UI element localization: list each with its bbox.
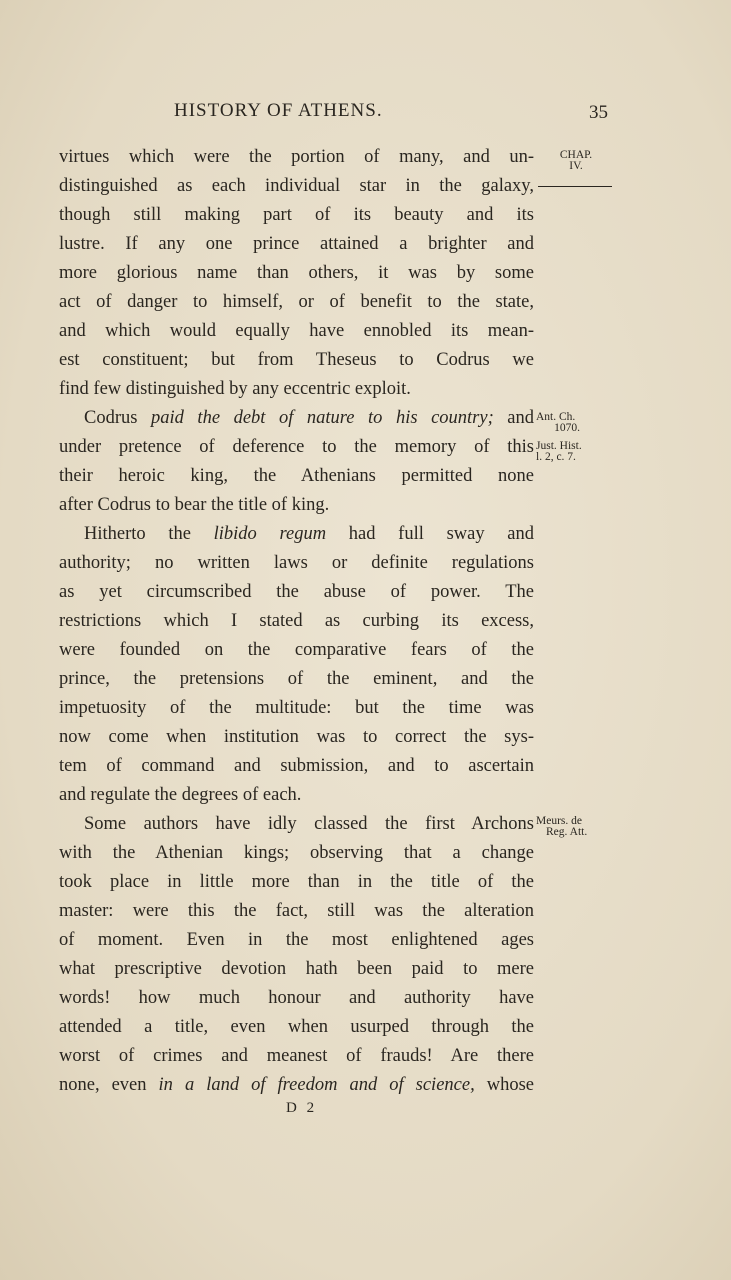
margin-note-ant-ch <box>536 412 606 434</box>
text-line: attended a title, even when usurped through the <box>59 1017 534 1037</box>
text-line: distinguished as each individual star in the galaxy, <box>59 176 534 196</box>
chapter-number: IV. <box>569 160 583 172</box>
text-line: words! how much honour and authority have <box>59 988 534 1008</box>
text-line: master: were this the fact, still was the alteration <box>59 901 534 921</box>
text-line <box>59 404 534 433</box>
page-header <box>0 100 731 130</box>
text-line: were founded on the comparative fears of the <box>59 640 534 660</box>
text-line: under pretence of deference to the memory of this <box>59 437 534 457</box>
italic-run: paid the debt of nature to his country; <box>151 408 494 428</box>
text-line: est constituent; but from Theseus to Codrus we <box>59 350 534 370</box>
signature-mark: D 2 <box>286 1100 318 1116</box>
margin-rule <box>538 186 612 187</box>
text-line: more glorious name than others, it was by some <box>59 263 534 283</box>
text-run: had full sway and <box>326 524 534 544</box>
italic-run: in a land of freedom and of science, <box>158 1075 475 1095</box>
text-line <box>59 1071 534 1100</box>
text-line: restrictions which I stated as curbing its excess, <box>59 611 534 631</box>
just-hist-ref: l. 2, c. 7. <box>536 451 576 463</box>
text-line: what prescriptive devotion hath been paid to mere <box>59 959 534 979</box>
italic-run: libido regum <box>213 524 327 544</box>
text-line: virtues which were the portion of many, and un- <box>59 147 534 167</box>
page-number: 35 <box>589 102 608 123</box>
text-line: with the Athenian kings; observing that a change <box>59 843 534 863</box>
text-line: took place in little more than in the title of the <box>59 872 534 892</box>
text-run: none, even <box>59 1075 159 1095</box>
text-run: Codrus <box>84 408 151 428</box>
text-line: lustre. If any one prince attained a brighter and <box>59 234 534 254</box>
text-line: worst of crimes and meanest of frauds! Are there <box>59 1046 534 1066</box>
text-line: of moment. Even in the most enlightened ages <box>59 930 534 950</box>
text-line <box>59 520 534 549</box>
text-line: as yet circumscribed the abuse of power. The <box>59 582 534 602</box>
margin-note-meurs <box>536 816 610 838</box>
text-line: after Codrus to bear the title of king. <box>59 495 330 515</box>
running-title: HISTORY OF ATHENS. <box>174 100 383 121</box>
text-line: now come when institution was to correct the sys- <box>59 727 534 747</box>
text-line: Some authors have idly classed the first Archons <box>84 814 534 834</box>
ant-ch-year: 1070. <box>554 422 580 434</box>
text-line: tem of command and submission, and to ascertain <box>59 756 534 776</box>
margin-note-chapter <box>550 150 602 172</box>
text-run: Hitherto the <box>84 524 214 544</box>
text-line: and regulate the degrees of each. <box>59 785 302 805</box>
text-line: impetuosity of the multitude: but the time was <box>59 698 534 718</box>
text-line: authority; no written laws or definite regulations <box>59 553 534 573</box>
margin-note-just-hist <box>536 441 608 463</box>
ant-ch-label: Ant. Ch. <box>536 411 576 423</box>
text-line: though still making part of its beauty and its <box>59 205 534 225</box>
text-run: and <box>493 408 535 428</box>
text-line: their heroic king, the Athenians permitted none <box>59 466 534 486</box>
reg-att-label: Reg. Att. <box>546 826 588 838</box>
text-line: find few distinguished by any eccentric exploit. <box>59 379 411 399</box>
body-text <box>59 143 534 1100</box>
text-line: and which would equally have ennobled its mean- <box>59 321 534 341</box>
text-run: whose <box>474 1075 534 1095</box>
meurs-label: Meurs. de <box>536 815 582 827</box>
chapter-label: CHAP. <box>559 149 593 161</box>
text-line: prince, the pretensions of the eminent, and the <box>59 669 534 689</box>
text-line: act of danger to himself, or of benefit to the state, <box>59 292 534 312</box>
just-hist-label: Just. Hist. <box>536 440 582 452</box>
